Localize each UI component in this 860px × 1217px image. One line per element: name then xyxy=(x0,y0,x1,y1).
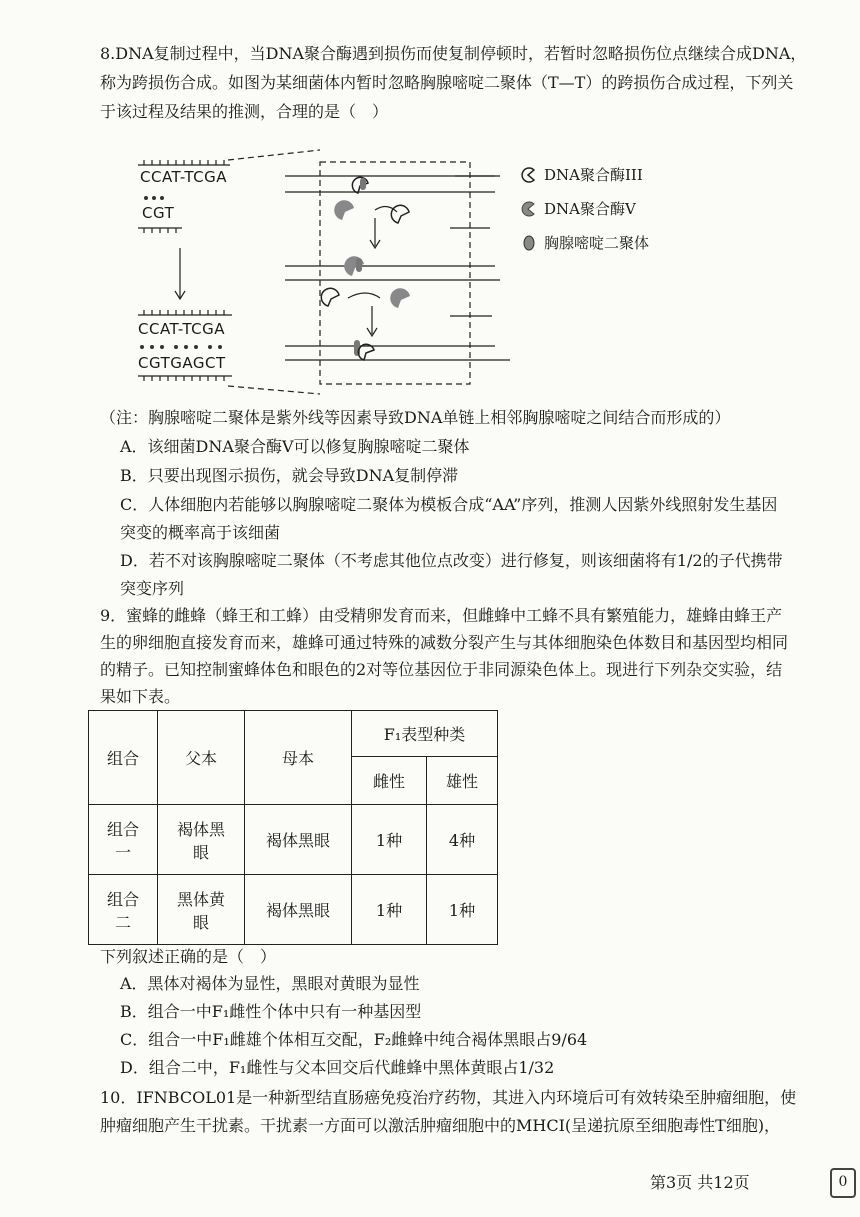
diagram-drawing xyxy=(120,148,720,396)
th-father: 父本 xyxy=(158,711,245,805)
th-mother: 母本 xyxy=(245,711,352,805)
polymerase-v-icon xyxy=(520,200,538,218)
legend-item-pol3 xyxy=(520,164,643,185)
th-f1: F₁表型种类 xyxy=(352,711,498,757)
q9-stem-line4: 果如下表。 xyxy=(100,687,181,706)
q8-diagram xyxy=(120,148,720,396)
corner-mark: 0 xyxy=(830,1168,856,1198)
cell-group: 组合 二 xyxy=(89,875,158,945)
q9-question: 下列叙述正确的是（ ） xyxy=(100,947,277,966)
q9-stem-line1: 9．蜜蜂的雌蜂（蜂王和工蜂）由受精卵发育而来，但雌蜂中工蜂不具有繁殖能力，雄蜂由蜂王产 xyxy=(100,606,783,625)
seq-bottom-before: CGT xyxy=(142,204,175,222)
q9-option-d: D．组合二中，F₁雌性与父本回交后代雌蜂中黑体黄眼占1/32 xyxy=(120,1058,555,1077)
q9-option-b: B．组合一中F₁雌性个体中只有一种基因型 xyxy=(120,1002,422,1021)
q8-option-b: B．只要出现图示损伤，就会导致DNA复制停滞 xyxy=(120,466,459,485)
q9-stem-line2: 生的卵细胞直接发育而来，雄蜂可通过特殊的减数分裂产生与其体细胞染色体数目和基因型均相同 xyxy=(100,633,789,652)
legend-item-pol5 xyxy=(520,198,636,219)
q9-results-table xyxy=(88,710,498,945)
th-male: 雄性 xyxy=(427,757,498,805)
q8-option-d-line1: D．若不对该胸腺嘧啶二聚体（不考虑其他位点改变）进行修复，则该细菌将有1/2的子代携带 xyxy=(120,551,783,570)
cell-female: 1种 xyxy=(352,805,427,875)
th-female: 雌性 xyxy=(352,757,427,805)
q8-stem-line1: 8.DNA复制过程中，当DNA聚合酶遇到损伤而使复制停顿时，若暂时忽略损伤位点继续合成DNA， xyxy=(100,44,807,63)
q9-option-c: C．组合一中F₁雌雄个体相互交配，F₂雌蜂中纯合褐体黑眼占9/64 xyxy=(120,1030,588,1049)
q9-stem-line3: 的精子。已知控制蜜蜂体色和眼色的2对等位基因位于非同源染色体上。现进行下列杂交实验，结 xyxy=(100,660,783,679)
cell-female: 1种 xyxy=(352,875,427,945)
cell-mother: 褐体黑眼 xyxy=(245,875,352,945)
q8-option-d-line2: 突变序列 xyxy=(120,579,185,598)
q8-option-a: A．该细菌DNA聚合酶V可以修复胸腺嘧啶二聚体 xyxy=(120,437,470,456)
legend-label-pol5: DNA聚合酶V xyxy=(544,200,636,218)
q8-option-c-line1: C．人体细胞内若能够以胸腺嘧啶二聚体为模板合成“AA”序列，推测人因紫外线照射发生基因 xyxy=(120,495,778,514)
cell-mother: 褐体黑眼 xyxy=(245,805,352,875)
q8-stem-line2: 称为跨损伤合成。如图为某细菌体内暂时忽略胸腺嘧啶二聚体（T—T）的跨损伤合成过程，下列关 xyxy=(100,73,794,92)
table-row xyxy=(89,875,498,945)
q8-option-c-line2: 突变的概率高于该细菌 xyxy=(120,523,281,542)
cell-father: 褐体黑 眼 xyxy=(158,805,245,875)
legend-label-pol3: DNA聚合酶III xyxy=(544,166,643,184)
q10-stem-line1: 10．IFNBCOL01是一种新型结直肠癌免疫治疗药物，其进入内环境后可有效转染至肿瘤细胞，使 xyxy=(100,1088,797,1107)
cell-male: 1种 xyxy=(427,875,498,945)
q8-note: （注：胸腺嘧啶二聚体是紫外线等因素导致DNA单链上相邻胸腺嘧啶之间结合而形成的） xyxy=(100,408,731,427)
q10-stem-line2: 肿瘤细胞产生干扰素。干扰素一方面可以激活肿瘤细胞中的MHCⅠ(呈递抗原至细胞毒性T细胞)， xyxy=(100,1116,781,1135)
cell-father: 黑体黄 眼 xyxy=(158,875,245,945)
cell-male: 4种 xyxy=(427,805,498,875)
seq-bottom-after: CGTGAGCT xyxy=(138,354,226,372)
thymine-dimer-icon xyxy=(520,234,538,252)
seq-top-after: CCAT-TCGA xyxy=(138,320,226,338)
seq-top-before: CCAT-TCGA xyxy=(140,168,228,186)
legend-label-dimer: 胸腺嘧啶二聚体 xyxy=(544,234,650,252)
legend-item-dimer xyxy=(520,232,649,253)
cell-group: 组合 一 xyxy=(89,805,158,875)
page-number: 第3页 共12页 xyxy=(650,1173,750,1192)
th-group: 组合 xyxy=(89,711,158,805)
polymerase-iii-icon xyxy=(520,166,538,184)
q8-stem-line3: 于该过程及结果的推测，合理的是（ ） xyxy=(100,102,389,121)
table-row xyxy=(89,805,498,875)
q9-option-a: A．黑体对褐体为显性，黑眼对黄眼为显性 xyxy=(120,974,420,993)
